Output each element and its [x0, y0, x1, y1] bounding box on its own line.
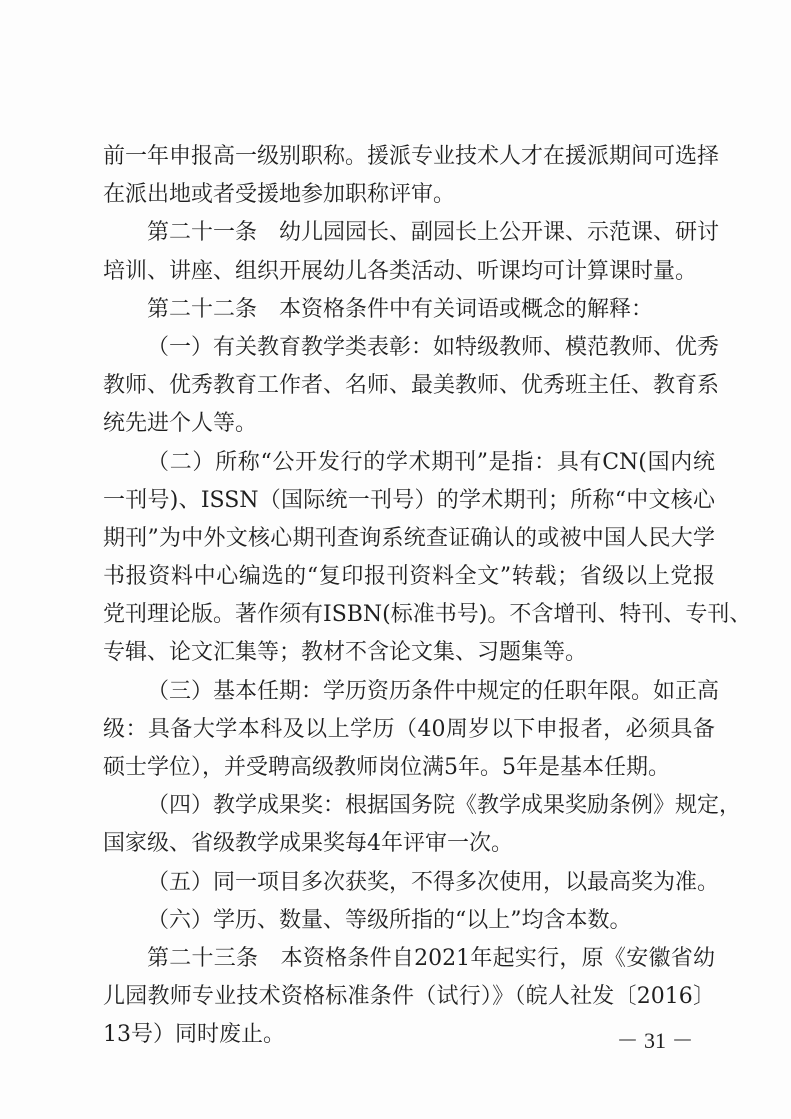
clause-2-line: （二）所称“公开发行的学术期刊”是指：具有CN(国内统	[147, 449, 715, 475]
text-line: 统先进个人等。	[103, 411, 258, 437]
text-line: 教师、优秀教育工作者、名师、最美教师、优秀班主任、教育系	[103, 373, 720, 399]
text-line: 级：具备大学本科及以上学历（40周岁以下申报者，必须具备	[103, 716, 715, 742]
clause-5-line: （五）同一项目多次获奖，不得多次使用，以最高奖为准。	[147, 869, 720, 895]
article-23-line: 第二十三条 本资格条件自2021年起实行，原《安徽省幼	[147, 945, 715, 971]
clause-3-line: （三）基本任期：学历资历条件中规定的任职年限。如正高	[147, 678, 720, 704]
text-line: 13号）同时废止。	[103, 1022, 285, 1048]
article-21-line: 第二十一条 幼儿园园长、副园长上公开课、示范课、研讨	[147, 220, 720, 246]
article-22-heading: 第二十二条 本资格条件中有关词语或概念的解释：	[147, 296, 654, 322]
text-line: 硕士学位），并受聘高级教师岗位满5年。5年是基本任期。	[103, 755, 670, 780]
clause-6-line: （六）学历、数量、等级所指的“以上”均含本数。	[147, 907, 632, 933]
text-line: 党刊理论版。著作须有ISBN(标准书号)。不含增刊、特刊、专刊、	[103, 602, 752, 628]
text-line: 前一年申报高一级别职称。援派专业技术人才在援派期间可选择	[103, 144, 720, 169]
text-line: 培训、讲座、组织开展幼儿各类活动、听课均可计算课时量。	[103, 258, 698, 284]
text-line: 一刊号)、ISSN（国际统一刊号）的学术期刊；所称“中文核心	[103, 487, 715, 513]
text-line: 儿园教师专业技术资格标准条件（试行）》（皖人社发〔2016〕	[103, 984, 715, 1010]
page-number: － 31 －	[616, 1028, 694, 1053]
document-body	[103, 138, 752, 1055]
clause-1-line: （一）有关教育教学类表彰：如特级教师、模范教师、优秀	[147, 334, 720, 360]
text-line: 国家级、省级教学成果奖每4年评审一次。	[103, 831, 513, 857]
text-line: 在派出地或者受援地参加职称评审。	[103, 182, 456, 208]
text-line: 专辑、论文汇集等；教材不含论文集、习题集等。	[103, 640, 588, 666]
text-line: 书报资料中心编选的“复印报刊资料全文”转载；省级以上党报	[103, 564, 715, 590]
clause-4-line: （四）教学成果奖：根据国务院《教学成果奖励条例》规定，	[147, 793, 742, 819]
text-line: 期刊”为中外文核心期刊查询系统查证确认的或被中国人民大学	[103, 525, 715, 551]
